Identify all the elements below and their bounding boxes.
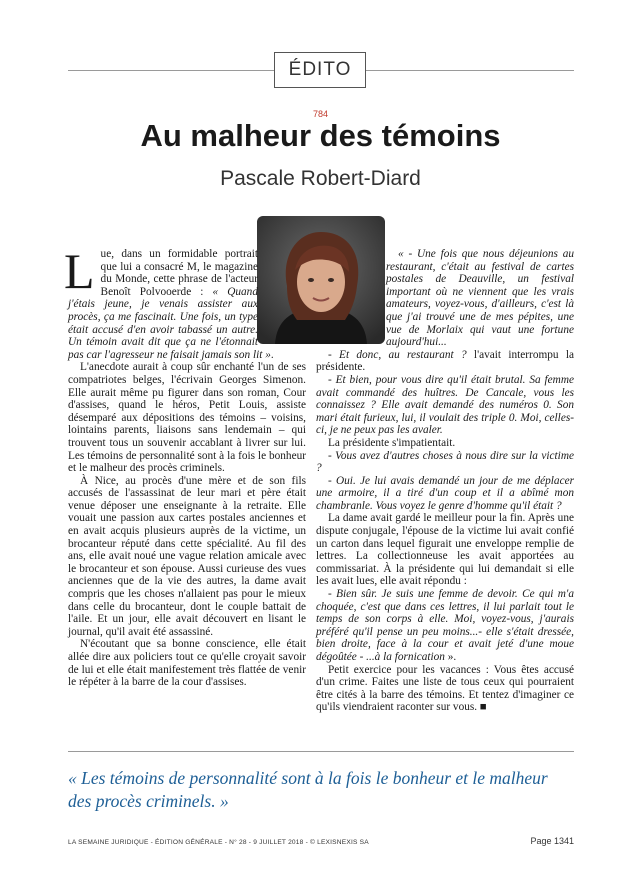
paragraph: Petit exercice pour les vacances : Vous êtes accusé d'un crime. Faites une liste de tous ceux qui pourraient être cités à la barre des témoins. Et tentez d'imaginer ce qu'ils viendraient raconter sur vous. ■ (316, 663, 574, 714)
paragraph-text: ue, dans un formidable portrait que lui a consacré M, le magazine du Monde, cette phrase de l'acteur Benoît Polvooerde : (100, 248, 258, 298)
quote-text: - Bien sûr. Je suis une femme de devoir. Ce qui m'a choquée, c'est que dans ces lettres, il lui parlait tout le temps de son corps à elle. Moi, voyez-vous, j'aurais préféré qu'il pense un peu moins...- elle s'était dressée, bien droite, face à la cour et avait jeté d'une moue dégoûtée - ...à la fornication (316, 588, 574, 663)
paragraph: À Nice, au procès d'une mère et de son fils accusés de l'assassinat de leur mari et père était venue déposer une enseignante à la retraite. Elle vouait une passion aux cartes postales anciennes et en avait acquis plusieurs auprès de la victime, un brocanteur réputé dans cette spécialité. Au fil des ans, elle avait noué une vague relation amicale avec le brocanteur et son épouse. Aussi curieuse des vues anciennes que de la vie des autres, la dame avait compris que les choses n'allaient pas pour le mieux dans celle du brocanteur, dont le couple battait de l'aile. Et un jour, elle avait découvert en lisant le journal, qu'il avait été assassiné. (68, 474, 306, 638)
quote-text: « - Une fois que nous déjeunions au restaurant, c'était au festival de cartes postales de Deauville, un festival important où ne viennent que les vrais amateurs, voyez-vous, d'ailleurs, c'est là que j'ai trouvé une de mes pépites, une vue de Morlaix qui vaut une fortune aujourd'hui... (386, 248, 574, 349)
paragraph (316, 374, 574, 437)
paragraph-end: ». (444, 651, 457, 663)
quote-text: « Quand j'étais jeune, je venais assister aux procès, ça me fascinait. Une fois, un type était accusé d'en avoir tabassé un autre. Un témoin avait dit que ça ne l'étonnait pas car l'agresseur ne faisait jamais son lit » (68, 285, 271, 361)
quote-text: - Et bien, pour vous dire qu'il était brutal. Sa femme avait commandé des huîtres. De Cancale, vous les connaissez ? Elle avait demandé des numéros 0. Son mari était furieux, lui, il voulait des triple 0. Moi, celles-ci, je ne peux pas les avaler. (316, 373, 574, 437)
author-name: Pascale Robert-Diard (220, 167, 421, 190)
quote-separator (68, 751, 574, 752)
quote-text: - Oui. Je lui avais demandé un jour de me déplacer une armoire, il a tiré d'un coup et il a abîmé mon chambranle. Vous voyez le genre d'homme qu'il était ? (316, 474, 574, 512)
quote-text: - Vous avez d'autres choses à nous dire sur la victime ? (316, 449, 574, 475)
paragraph: L'anecdote aurait à coup sûr enchanté l'un de ses compatriotes belges, l'écrivain Georges Simenon. Elle aurait même pu figurer dans son roman, Cour d'assises, quand le héros, Petit Louis, assiste désemparé aux dépositions des témoins – voisins, lointains parents, liaisons sans lendemain – qui trouvent tous un souvenir accablant à livrer sur lui. Les témoins de personnalité sont à la fois le bonheur et le malheur des procès criminels. (68, 361, 306, 475)
paragraph (316, 588, 574, 664)
text-column-left (64, 243, 306, 689)
paragraph: N'écoutant que sa bonne conscience, elle était allée dire aux policiers tout ce qu'elle croyait savoir de lui et elle était manifestement très flattée de venir le répéter à la barre de la cour d'assises. (68, 638, 306, 689)
header-rule-left (68, 70, 274, 71)
paragraph (316, 450, 574, 475)
pull-quote: « Les témoins de personnalité sont à la fois le bonheur et le malheur des procès criminels. » (68, 768, 548, 811)
photo-wrap-spacer (258, 248, 306, 342)
paragraph: La dame avait gardé le meilleur pour la fin. Après une dispute conjugale, l'épouse de la victime lui avait confié un carton dans lequel figurait une enveloppe remplie de lettres. La collectionneuse les avait apportées au commissariat. À la présidente qui lui demandait si elle les avait lues, elle avait répondu : (316, 512, 574, 588)
paragraph: La présidente s'impatientait. (328, 436, 456, 449)
article-title: Au malheur des témoins (140, 118, 501, 153)
footer-publication: LA SEMAINE JURIDIQUE - ÉDITION GÉNÉRALE - N° 28 - 9 JUILLET 2018 - © LEXISNEXIS SA (68, 839, 369, 846)
quote-text: - Et donc, au restaurant ? (328, 348, 467, 361)
page-number: Page 1341 (530, 836, 574, 846)
header-rule-right (366, 70, 574, 71)
paragraph (316, 349, 574, 374)
paragraph-end: . (270, 348, 274, 361)
paragraph-text: l'avait interrompu la présidente. (316, 348, 574, 374)
text-column-right (316, 248, 574, 714)
drop-cap: L (64, 243, 95, 299)
section-label: ÉDITO (274, 52, 366, 88)
photo-wrap-spacer (316, 248, 386, 342)
paragraph (316, 475, 574, 513)
article-number: 784 (312, 109, 329, 119)
